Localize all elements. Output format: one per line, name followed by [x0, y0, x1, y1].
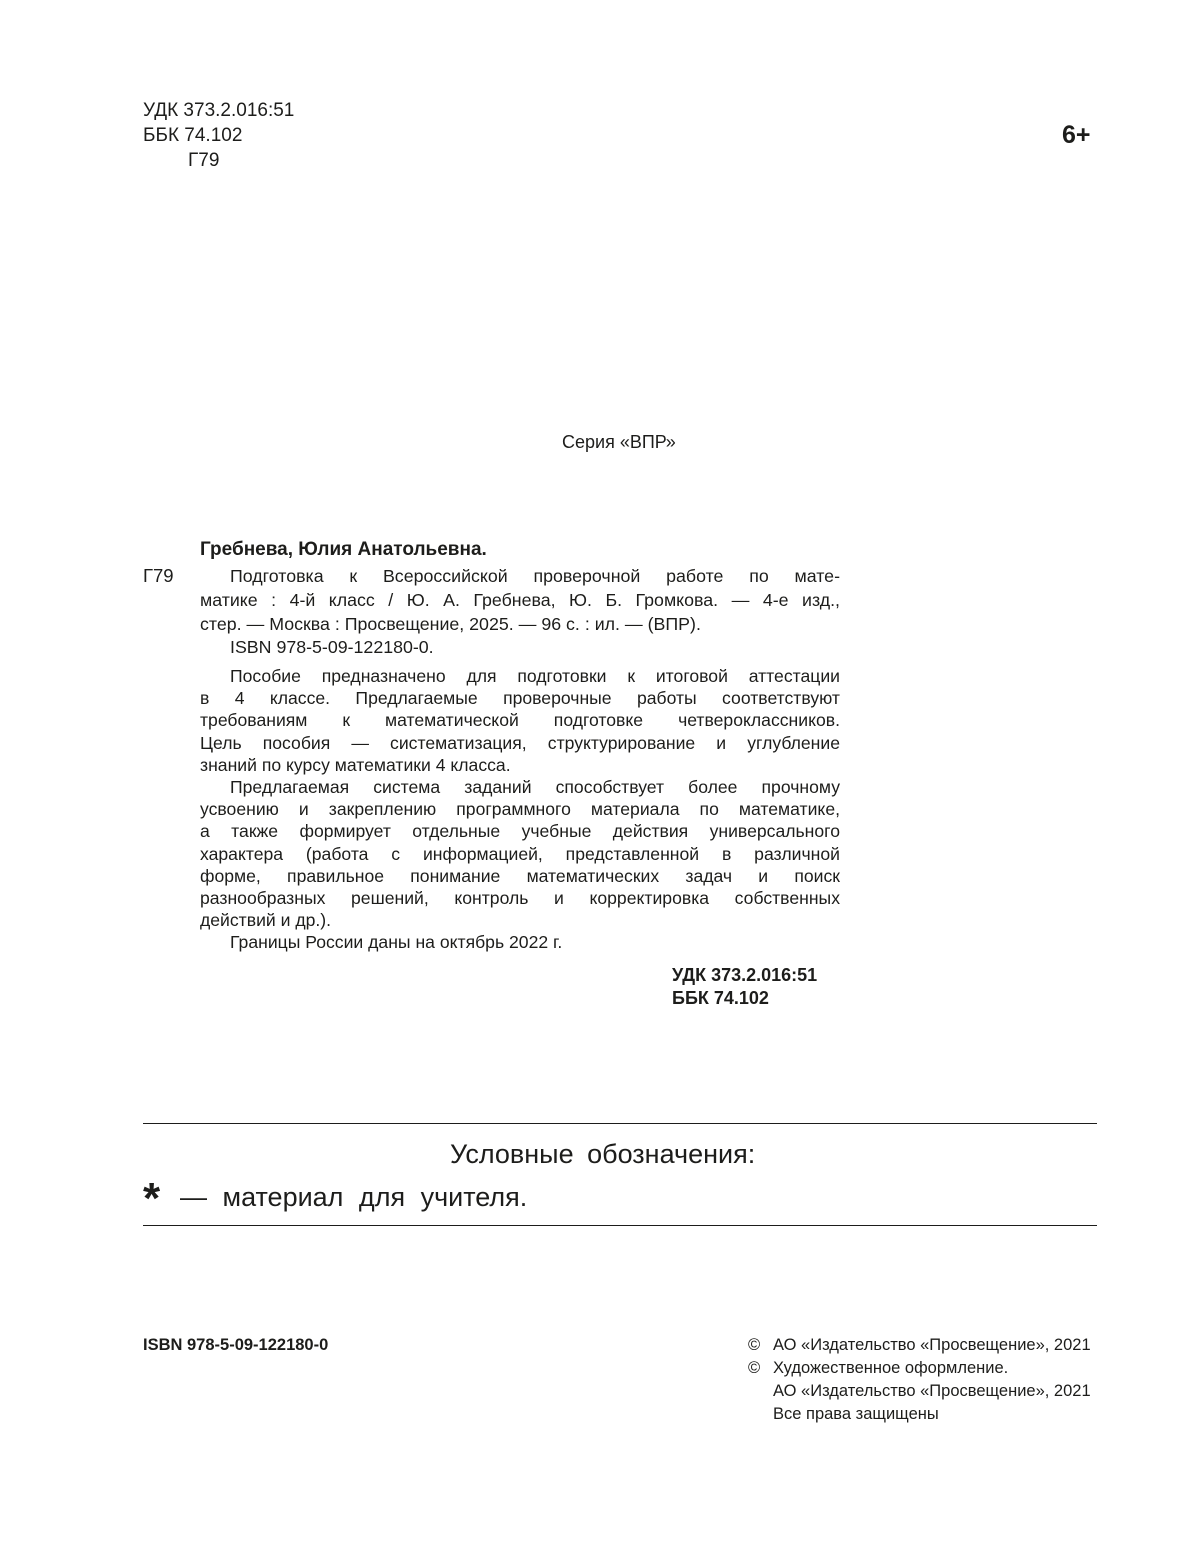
- annotation-line: требованиям к математической подготовке четвероклассников.: [200, 710, 840, 731]
- legend-title: Условные обозначения:: [450, 1139, 756, 1169]
- annotation-line: Предлагаемая система заданий способствует более прочному: [230, 777, 840, 798]
- annotation-line: Цель пособия — систематизация, структурирование и углубление: [200, 732, 840, 753]
- title-line: матике : 4-й класс / Ю. А. Гребнева, Ю. Б. Громкова. — 4-е изд.,: [200, 589, 840, 610]
- annotation-line: усвоению и закреплению программного материала по математике,: [200, 799, 840, 820]
- bbk-code-bold: ББК 74.102: [672, 988, 769, 1008]
- copyright-art: Художественное оформление.: [773, 1359, 1009, 1377]
- annotation-line: знаний по курсу математики 4 класса.: [200, 754, 511, 775]
- legend-top-rule: [143, 1123, 1097, 1124]
- asterisk-icon: *: [143, 1174, 161, 1223]
- author-name: Гребнева, Юлия Анатольевна.: [200, 539, 487, 560]
- legend-text: — материал для учителя.: [180, 1182, 528, 1212]
- udk-code: УДК 373.2.016:51: [143, 100, 295, 121]
- series-label: Серия «ВПР»: [562, 432, 676, 452]
- footer-isbn: ISBN 978-5-09-122180-0: [143, 1336, 329, 1354]
- bbk-code: ББК 74.102: [143, 125, 243, 146]
- annotation-line: Пособие предназначено для подготовки к итоговой аттестации: [230, 666, 840, 686]
- bibliographic-description: [200, 565, 840, 660]
- annotation-line: в 4 классе. Предлагаемые проверочные работы соответствуют: [200, 688, 840, 709]
- copyright-icon: ©: [748, 1336, 761, 1354]
- rights-reserved: Все права защищены: [773, 1405, 939, 1423]
- annotation-line: действий и др.).: [200, 910, 332, 931]
- isbn-line: ISBN 978-5-09-122180-0.: [230, 637, 434, 658]
- annotation-line: форме, правильное понимание математических задач и поиск: [200, 865, 840, 886]
- copyright-publisher: АО «Издательство «Просвещение», 2021: [773, 1336, 1091, 1354]
- annotation: [200, 665, 840, 954]
- title-line: Подготовка к Всероссийской проверочной работе по мате-: [230, 566, 840, 586]
- catalog-mark: Г79: [143, 565, 174, 586]
- age-rating: 6+: [1062, 121, 1091, 149]
- copyright-icon: ©: [748, 1359, 761, 1377]
- annotation-line: разнообразных решений, контроль и корректировка собственных: [200, 888, 840, 909]
- author-mark: Г79: [188, 150, 220, 171]
- udk-code-bold: УДК 373.2.016:51: [672, 965, 818, 985]
- copyright-art-publisher: АО «Издательство «Просвещение», 2021: [773, 1382, 1091, 1400]
- annotation-line: а также формирует отдельные учебные действия универсального: [200, 821, 840, 842]
- title-line: стер. — Москва : Просвещение, 2025. — 96 с. : ил. — (ВПР).: [200, 613, 701, 634]
- annotation-line: характера (работа с информацией, представленной в различной: [200, 843, 840, 864]
- legend-bottom-rule: [143, 1225, 1097, 1226]
- borders-note: Границы России даны на октябрь 2022 г.: [230, 932, 563, 953]
